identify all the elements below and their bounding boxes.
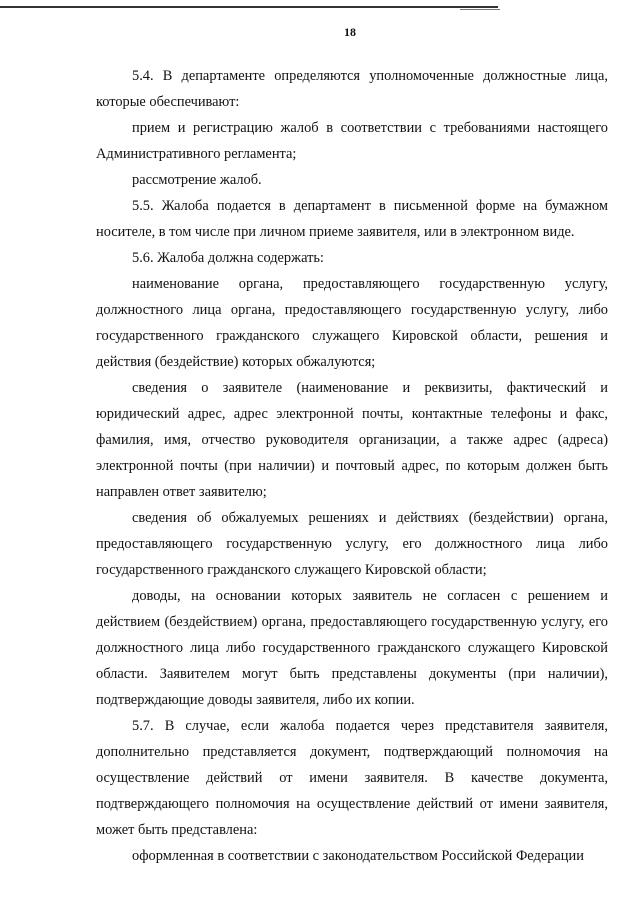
paragraph-applicant-info: сведения о заявителе (наименование и реквизиты, фактический и юридический адрес, адрес электронной почты, контактные телефоны и факс, фамилия, имя, отчество руководителя организации, а также адрес (адреса) электронной почты (при наличии) и почтовый адрес, по которым должен быть направлен ответ заявителю; — [96, 380, 608, 500]
paragraph-5-4: 5.4. В департаменте определяются уполномоченные должностные лица, которые обеспечивают: — [96, 68, 608, 110]
paragraph-5-7: 5.7. В случае, если жалоба подается через представителя заявителя, дополнительно представляется документ, подтверждающий полномочия на осуществление действий от имени заявителя. В качестве документа, подтверждающего полномочия на осуществление действий от имени заявителя, может быть представлена: — [96, 718, 608, 838]
scan-top-line — [0, 6, 498, 8]
paragraph-authority-name: наименование органа, предоставляющего государственную услугу, должностного лица органа, предоставляющего государственную услугу, либо государственного гражданского служащего Кировской области, решения и действия (бездействие) которых обжалуются; — [96, 276, 608, 370]
paragraph-5-6: 5.6. Жалоба должна содержать: — [132, 250, 324, 266]
document-body — [96, 63, 608, 869]
paragraph-appealed-decisions: сведения об обжалуемых решениях и действиях (бездействии) органа, предоставляющего государственную услугу, его должностного лица либо государственного гражданского служащего Кировской области; — [96, 510, 608, 578]
paragraph-5-5: 5.5. Жалоба подается в департамент в письменной форме на бумажном носителе, в том числе при личном приеме заявителя, или в электронном виде. — [96, 198, 608, 240]
paragraph-complaint-review: рассмотрение жалоб. — [132, 172, 262, 188]
page-number: 18 — [344, 25, 356, 39]
paragraph-legislation: оформленная в соответствии с законодательством Российской Федерации — [132, 848, 584, 864]
paragraph-intake-registration: прием и регистрацию жалоб в соответствии с требованиями настоящего Административного регламента; — [96, 120, 608, 162]
paragraph-arguments: доводы, на основании которых заявитель не согласен с решением и действием (бездействием) органа, предоставляющего государственную услугу, его должностного лица либо государственного гражданского служащего Кировской области. Заявителем могут быть представлены документы (при наличии), подтверждающие доводы заявителя, либо их копии. — [96, 588, 608, 708]
scan-top-line-fragment — [460, 9, 500, 10]
